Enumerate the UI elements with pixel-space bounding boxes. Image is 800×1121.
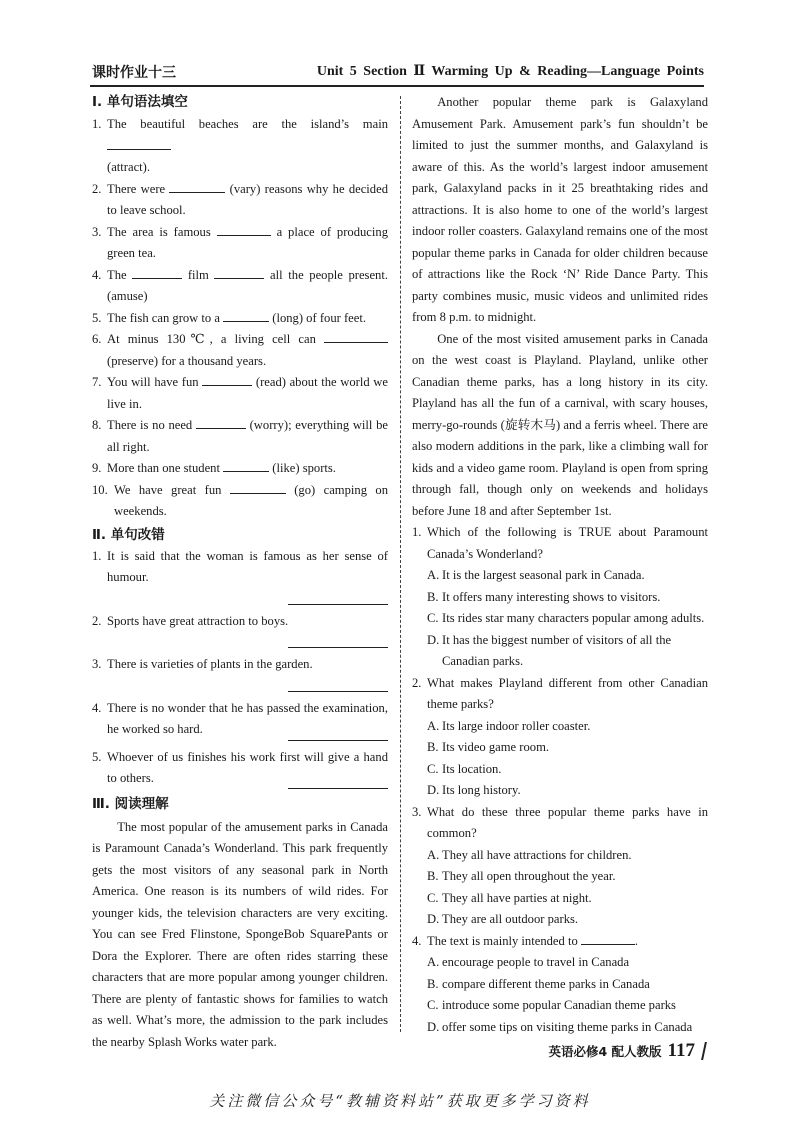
grammar-item: 9. More than one student (like) sports.: [92, 461, 336, 475]
slash-mark: [701, 1042, 707, 1060]
answer-option[interactable]: C. Its rides star many characters popular among adults.: [427, 611, 705, 625]
correction-item: 4. There is no wonder that he has passed the examination, he worked so hard.: [92, 698, 388, 741]
answer-option[interactable]: B. It offers many interesting shows to visitors.: [427, 589, 661, 604]
correction-item: 3. There is varieties of plants in the garden.: [92, 654, 388, 692]
passage-paragraph-1: The most popular of the amusement parks in Canada is Paramount Canada’s Wonderland. This park frequently gets the most visitors of any seasonal park in North America. One reason is its numbers of wild rides. For younger kids, the television characters are very exciting. You can see Fred Flinstone, SpongeBob SquarePants or Dora the Explorer. There are often rides starring these characters that are more popular among younger children. There are plenty of fantastic shows for families to watch as well. What’s more, the admission to the park includes the nearby Splash Works water park.: [92, 819, 388, 1049]
answer-option[interactable]: B. They all open throughout the year.: [427, 869, 616, 883]
answer-option[interactable]: C. Its location.: [427, 761, 502, 776]
reading-question: 3. What do these three popular theme parks have in common?: [412, 804, 708, 840]
answer-option[interactable]: B. compare different theme parks in Canada: [427, 976, 650, 991]
right-column: [412, 92, 708, 1038]
section-title-reading: Ⅲ. 阅读理解: [92, 795, 169, 812]
answer-blank[interactable]: [214, 266, 264, 279]
book-title: 英语必修4 配人教版: [548, 1044, 662, 1059]
answer-option[interactable]: A. Its large indoor roller coaster.: [427, 718, 591, 733]
section-title-correction: Ⅱ. 单句改错: [92, 526, 165, 543]
answer-option[interactable]: C. They all have parties at night.: [427, 890, 592, 905]
passage-paragraph-3: One of the most visited amusement parks in Canada on the west coast is Playland. Playland, unlike other Canadian theme parks, has a long history in its city. Playland has all the fun of a carnival, with scary houses, merry-go-rounds (旋转木马) and a ferris wheel. There are also modern additions in the park, like a climbing wall for kids and a video game room. Playland is open from spring through fall, though only on weekends and holidays before June 18 and after September 1st.: [412, 331, 708, 518]
answer-blank[interactable]: [581, 932, 635, 945]
answer-blank[interactable]: [132, 266, 182, 279]
reading-question: 1. Which of the following is TRUE about Paramount Canada’s Wonderland?: [412, 525, 708, 561]
answer-line[interactable]: [288, 690, 388, 692]
grammar-item: 7. You will have fun (read) about the world we live in.: [92, 375, 388, 411]
correction-item: 1. It is said that the woman is famous as her sense of humour.: [92, 546, 388, 605]
correction-item: 2. Sports have great attraction to boys.: [92, 611, 388, 649]
answer-blank[interactable]: [324, 330, 388, 343]
passage-paragraph-2: Another popular theme park is Galaxyland Amusement Park. Amusement park’s fun shouldn’t be limited to just the summer months, and Galaxyland is aware of this. As the world’s largest indoor amusement park, Galaxyland packs in it 25 breathtaking rides and attractions. It is also home to one of the world’s largest indoor roller coasters. Galaxyland remains one of the most popular theme parks in Canada for older children because of attractions like the Rock ‘N’ Ride Dance Party. This party combines music, music videos and unlimited rides from 8 p.m. to midnight.: [412, 95, 708, 324]
answer-blank[interactable]: [223, 459, 269, 472]
grammar-item: 6. At minus 130℃, a living cell can (preserve) for a thousand years.: [92, 329, 388, 372]
answer-blank[interactable]: [230, 481, 286, 494]
answer-blank[interactable]: [223, 309, 269, 322]
answer-line[interactable]: [288, 739, 388, 741]
answer-blank[interactable]: [107, 137, 171, 150]
header-rule: [90, 85, 704, 87]
left-column: [92, 92, 388, 1053]
wechat-promo-note: 关注微信公众号“教辅资料站”获取更多学习资料: [209, 1092, 591, 1110]
unit-section-title: Unit 5 Section Ⅱ Warming Up & Reading—Language Points: [316, 64, 704, 79]
answer-option[interactable]: D. It has the biggest number of visitors of all the Canadian parks.: [427, 632, 672, 668]
grammar-item: 10. We have great fun (go) camping on weekends.: [92, 482, 388, 518]
answer-option[interactable]: D. They are all outdoor parks.: [427, 912, 579, 926]
answer-option[interactable]: B. Its video game room.: [427, 740, 550, 754]
answer-blank[interactable]: [169, 180, 225, 193]
answer-line[interactable]: [288, 603, 388, 605]
grammar-item: 2. There were (vary) reasons why he decided to leave school.: [92, 181, 388, 217]
answer-option[interactable]: A. encourage people to travel in Canada: [427, 955, 630, 969]
answer-option[interactable]: D. offer some tips on visiting theme parks in Canada: [427, 1019, 693, 1034]
correction-item: 5. Whoever of us finishes his work first will give a hand to others.: [92, 747, 388, 789]
reading-question: 2. What makes Playland different from other Canadian theme parks?: [412, 675, 708, 711]
answer-option[interactable]: C. introduce some popular Canadian theme parks: [427, 998, 676, 1012]
answer-blank[interactable]: [217, 223, 271, 236]
section-title-grammar: Ⅰ. 单句语法填空: [92, 94, 188, 110]
page-footer: [548, 1040, 705, 1062]
page-number: 117: [667, 1040, 695, 1061]
answer-option[interactable]: A. They all have attractions for children.: [427, 847, 632, 862]
answer-option[interactable]: D. Its long history.: [427, 783, 521, 797]
reading-question: 4. The text is mainly intended to .: [412, 933, 639, 948]
grammar-item: 3. The area is famous a place of producing green tea.: [92, 224, 388, 260]
grammar-item: 4. The film all the people present. (amuse): [92, 267, 388, 303]
answer-blank[interactable]: [202, 373, 252, 386]
answer-line[interactable]: [288, 646, 388, 648]
answer-blank[interactable]: [196, 416, 246, 429]
answer-line[interactable]: [288, 787, 388, 789]
answer-option[interactable]: A. It is the largest seasonal park in Canada.: [427, 568, 645, 582]
grammar-item: 1. The beautiful beaches are the island’s main (attract).: [92, 117, 388, 174]
grammar-item: 8. There is no need (worry); everything will be all right.: [92, 418, 388, 454]
grammar-item: 5. The fish can grow to a (long) of four feet.: [92, 310, 366, 325]
column-divider: [400, 96, 401, 1032]
lesson-title: 课时作业十三: [92, 65, 176, 81]
